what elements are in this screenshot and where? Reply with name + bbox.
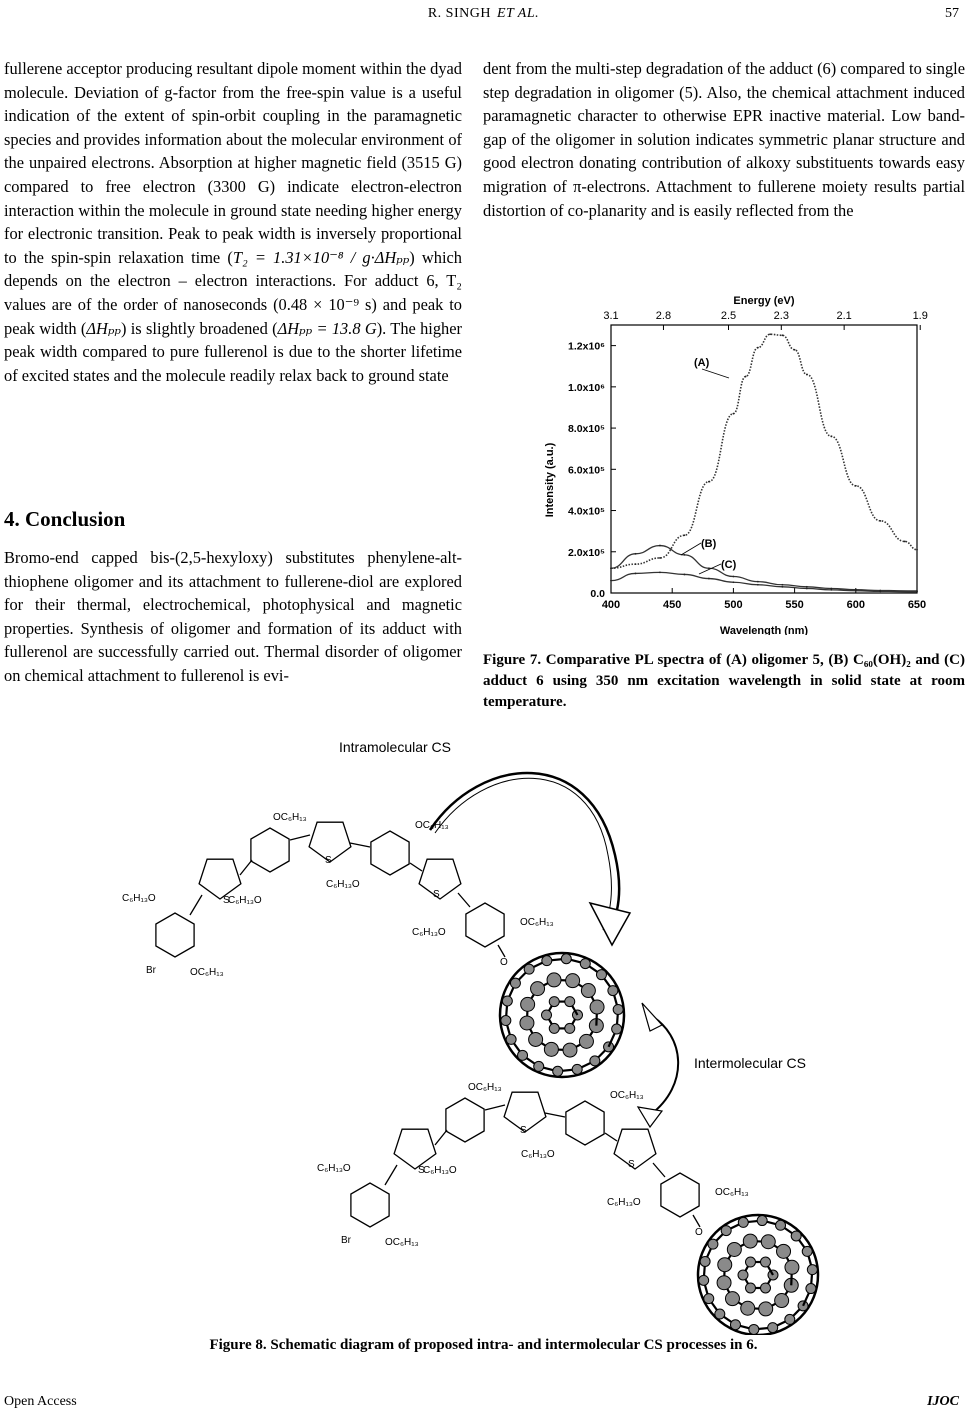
thiophene-ring xyxy=(419,859,461,899)
data-point xyxy=(904,541,906,543)
fullerene-atom xyxy=(738,1270,748,1280)
benzene-ring xyxy=(466,903,504,947)
fullerene-atom xyxy=(757,1216,767,1226)
bond xyxy=(190,895,202,915)
thiophene-ring xyxy=(199,859,241,899)
molecule-bottom xyxy=(317,1082,818,1335)
fullerene-atom xyxy=(506,1034,516,1044)
data-point xyxy=(879,590,881,592)
benzene-ring xyxy=(661,1173,699,1217)
section-heading-conclusion: 4. Conclusion xyxy=(4,507,126,531)
fullerene-atom xyxy=(775,1294,789,1308)
bromine-label: Br xyxy=(341,1235,351,1246)
fullerene-atom xyxy=(761,1235,775,1249)
series-line-b xyxy=(611,546,917,591)
fullerene-atom xyxy=(524,964,534,974)
substituent-label: C₆H₁₃O xyxy=(423,1165,457,1176)
fullerene-atom xyxy=(549,1023,559,1033)
axis-ticks xyxy=(568,310,928,611)
bond xyxy=(485,1105,505,1110)
oxygen-label: O xyxy=(500,957,508,968)
bond xyxy=(605,1133,617,1141)
fullerene-atom xyxy=(718,1258,732,1272)
label-intermolecular: Intermolecular CS xyxy=(693,1055,807,1071)
x-tick-label: 600 xyxy=(846,599,865,611)
fullerene-atom xyxy=(501,1016,511,1026)
data-point xyxy=(733,576,735,578)
data-point xyxy=(806,586,808,588)
data-point xyxy=(855,485,857,487)
equation-t2: T₂ = 1.31×10⁻⁸ / g·ΔHₚₚ xyxy=(232,247,410,267)
data-point xyxy=(794,349,796,351)
header-author: R. SINGH xyxy=(427,6,491,21)
data-point xyxy=(806,374,808,376)
sulfur-label: S xyxy=(433,889,440,900)
data-point xyxy=(781,334,783,336)
substituent-label: C₆H₁₃O xyxy=(317,1163,351,1174)
inter-arrow-head-bottom xyxy=(638,1107,662,1127)
fullerene-atom xyxy=(727,1242,741,1256)
fullerene-atom xyxy=(785,1314,795,1324)
fullerene-atom xyxy=(761,1257,771,1267)
fullerene-atom xyxy=(510,978,520,988)
fullerene-atom xyxy=(580,959,590,969)
bond xyxy=(653,1163,665,1177)
data-point xyxy=(781,584,783,586)
data-point xyxy=(757,347,759,349)
data-point xyxy=(733,413,735,415)
y-tick-label: 6.0x10⁵ xyxy=(567,464,605,477)
benzene-ring xyxy=(251,828,289,872)
text-span: fullerene acceptor producing resultant dipole moment within the dyad molecule. Deviation of g-factor from the free-spin value is a useful indication of the extent of spin-orbit coupling in the paramagnetic species and provides information about the molecular environment of the unpaired electrons. Absorption at higher magnetic field (3515 G) compared to free electron (3300 G) indicate electron-electron interaction within the molecule in ground state needing higher energy for electronic transition. Peak to peak width is inversely proportional to the spin-spin relaxation time ( xyxy=(4,59,462,267)
leader-b xyxy=(681,543,701,555)
inter-arrow-curve xyxy=(650,1015,678,1115)
top-tick-label: 3.1 xyxy=(603,310,619,322)
fullerene-atom xyxy=(518,1050,528,1060)
footer-open-access: Open Access xyxy=(4,1394,77,1409)
leader-a xyxy=(702,369,729,378)
fullerene-atom xyxy=(612,1024,622,1034)
data-point xyxy=(916,591,918,593)
data-point xyxy=(757,584,759,586)
conclusion-paragraph: Bromo-end capped bis-(2,5-hexyloxy) substitutes phenylene-alt-thiophene oligomer and its attachment to fullerene-diol are explored for their thermal, electrochemical, photophysical and magnetic properties. Synthesis of oligomer and formation of its adduct with fullerenol are successfully carried out. Thermal disorder of oligomer on chemical attachment to fullerenol is evi- xyxy=(4,548,462,685)
top-axis-label: Energy (eV) xyxy=(733,295,795,307)
sulfur-label: S xyxy=(418,1165,425,1176)
data-point xyxy=(708,481,710,483)
footer-journal: IJOC xyxy=(927,1394,959,1409)
fullerene-atom xyxy=(704,1294,714,1304)
equation-dhpp-value: ΔHₚₚ = 13.8 G xyxy=(277,318,377,338)
y-tick-label: 8.0x10⁵ xyxy=(567,423,605,436)
top-tick-label: 2.3 xyxy=(773,310,789,322)
fullerene-atom xyxy=(502,996,512,1006)
fullerene-atom xyxy=(746,1257,756,1267)
series-label-a: (A) xyxy=(694,357,710,369)
y-tick-label: 2.0x10⁵ xyxy=(567,546,605,559)
data-point xyxy=(635,573,637,575)
intra-arrow-inner xyxy=(435,778,611,930)
fullerene-atom xyxy=(725,1292,739,1306)
x-tick-label: 450 xyxy=(663,599,682,611)
inter-arrow-head-top xyxy=(642,1003,662,1031)
substituent-label: OC₆H₁₃ xyxy=(715,1187,749,1198)
substituent-label: C₆H₁₃O xyxy=(607,1197,641,1208)
substituent-label: C₆H₁₃O xyxy=(326,879,360,890)
running-title xyxy=(0,6,967,22)
fullerene-atom xyxy=(520,1016,534,1030)
fullerene-atom xyxy=(613,1004,623,1014)
figure7-caption: Figure 7. Comparative PL spectra of (A) oligomer 5, (B) C₆₀(OH)₂ and (C) adduct 6 using 350 nm excitation wavelength in solid state at room temperature. xyxy=(483,652,965,710)
fullerene-atom xyxy=(777,1244,791,1258)
data-point xyxy=(757,581,759,583)
substituent-label: OC₆H₁₃ xyxy=(190,967,224,978)
data-point xyxy=(635,553,637,555)
fullerene-atom xyxy=(544,1042,558,1056)
x-axis-label: Wavelength (nm) xyxy=(719,625,809,635)
x-tick-label: 550 xyxy=(785,599,804,611)
fullerene-atom xyxy=(715,1309,725,1319)
fullerene-atom xyxy=(741,1301,755,1315)
substituent-label: OC₆H₁₃ xyxy=(385,1237,419,1248)
fullerene-atom xyxy=(553,1066,563,1076)
right-column-text xyxy=(483,57,965,222)
thiophene-ring xyxy=(394,1129,436,1169)
left-column-text xyxy=(4,57,462,387)
fullerene-atom xyxy=(749,1324,759,1334)
fullerene-atom xyxy=(590,1000,604,1014)
fullerene-atom xyxy=(590,1056,600,1066)
fullerene-atom xyxy=(761,1283,771,1293)
series-label-b: (B) xyxy=(701,538,717,550)
intra-arrow-curve xyxy=(430,773,619,930)
substituent-label: OC₆H₁₃ xyxy=(610,1090,644,1101)
substituent-label: C₆H₁₃O xyxy=(122,893,156,904)
cs-process-diagram xyxy=(90,735,870,1335)
fullerene-atom xyxy=(717,1276,731,1290)
y-tick-label: 0.0 xyxy=(590,588,605,600)
text-span: ). The higher peak width compared to pure fullerenol is due to the shorter lifetime of excited states and the molecule readily relax back to ground state xyxy=(4,318,462,385)
data-point xyxy=(879,520,881,522)
fullerene-atom xyxy=(534,1061,544,1071)
data-point xyxy=(806,588,808,590)
substituent-label: C₆H₁₃O xyxy=(412,927,446,938)
fullerene-atom xyxy=(721,1226,731,1236)
top-tick-label: 2.5 xyxy=(720,310,737,322)
data-point xyxy=(659,557,661,559)
fullerene-atom xyxy=(807,1265,817,1275)
sulfur-label: S xyxy=(325,855,332,866)
bond xyxy=(498,945,505,957)
benzene-ring xyxy=(371,831,409,875)
y-tick-label: 4.0x10⁵ xyxy=(567,505,605,518)
label-intramolecular: Intramolecular CS xyxy=(338,739,452,755)
plot-frame xyxy=(611,325,917,593)
fullerene-atom xyxy=(802,1246,812,1256)
fullerene-atom xyxy=(604,1042,614,1052)
fullerene-atom xyxy=(700,1256,710,1266)
benzene-ring xyxy=(351,1183,389,1227)
data-point xyxy=(855,590,857,592)
data-point xyxy=(745,376,747,378)
fullerene-atom xyxy=(529,1032,543,1046)
sulfur-label: S xyxy=(520,1125,527,1136)
data-point xyxy=(659,545,661,547)
conclusion-text xyxy=(4,546,462,688)
fullerene-atom xyxy=(746,1283,756,1293)
fullerene-atom xyxy=(565,1023,575,1033)
data-point xyxy=(830,589,832,591)
top-tick-label: 1.9 xyxy=(912,310,928,322)
data-point xyxy=(733,581,735,583)
fullerene-atom xyxy=(785,1260,799,1274)
x-tick-label: 650 xyxy=(907,599,927,611)
substituent-label: C₆H₁₃O xyxy=(228,895,262,906)
y-tick-label: 1.0x10⁶ xyxy=(568,381,605,394)
x-tick-label: 500 xyxy=(724,599,743,611)
bond xyxy=(693,1215,700,1227)
data-point xyxy=(684,534,686,536)
fullerene-atom xyxy=(608,986,618,996)
bond xyxy=(290,835,310,840)
fullerene-atom xyxy=(806,1284,816,1294)
header-etal: ET AL. xyxy=(496,6,540,21)
data-point xyxy=(610,580,612,582)
data-point xyxy=(684,574,686,576)
data-point xyxy=(684,554,686,556)
page-number: 57 xyxy=(945,6,959,21)
text-span: ) which depends on the electron – electron interactions. For adduct 6, T₂ values are of the order of nanoseconds (0.48 × 10⁻⁹ s) and peak to peak width ( xyxy=(4,247,462,338)
pl-spectra-chart xyxy=(539,290,929,635)
figure8-caption: Figure 8. Schematic diagram of proposed intra- and intermolecular CS processes in 6. xyxy=(209,1337,758,1353)
substituent-label: C₆H₁₃O xyxy=(521,1149,555,1160)
fullerene-atom xyxy=(542,1010,552,1020)
bond xyxy=(545,1113,565,1117)
text-span: ) is slightly broadened ( xyxy=(120,318,278,338)
y-axis-label: Intensity (a.u.) xyxy=(544,442,556,518)
data-point xyxy=(610,567,612,569)
fullerene-atom xyxy=(596,970,606,980)
fullerene-atom xyxy=(791,1231,801,1241)
fullerene-atom xyxy=(531,982,545,996)
bond xyxy=(385,1165,397,1185)
benzene-ring xyxy=(446,1098,484,1142)
bond xyxy=(458,893,470,907)
fullerene-atom xyxy=(521,997,535,1011)
fullerene-atom xyxy=(738,1217,748,1227)
fullerene-atom xyxy=(547,973,561,987)
series-label-c: (C) xyxy=(721,559,737,571)
fullerene-atom xyxy=(743,1234,757,1248)
y-tick-label: 1.2x10⁶ xyxy=(568,340,605,353)
data-point xyxy=(781,586,783,588)
fullerene-atom xyxy=(579,1034,593,1048)
data-point xyxy=(659,571,661,573)
substituent-label: OC₆H₁₃ xyxy=(273,812,307,823)
data-point xyxy=(635,563,637,565)
sulfur-label: S xyxy=(628,1159,635,1170)
series-line-a xyxy=(611,334,917,568)
right-paragraph: dent from the multi-step degradation of the adduct (6) compared to single step degradation in oligomer (5). Also, the chemical attachment induced paramagnetic character to otherwise EPR inactive material. Low band-gap of the oligomer in solution indicates symmetric planar structure and good electron donating contribution of alkoxy substituents towards easy migration of π-electrons. Attachment to fullerene moiety results partial distortion of co-planarity and is easily reflected from the xyxy=(483,59,966,220)
fullerene-atom xyxy=(699,1275,709,1285)
data-point xyxy=(769,333,771,335)
fullerene-atom xyxy=(730,1320,740,1330)
data-point xyxy=(708,578,710,580)
x-tick-label: 400 xyxy=(601,599,621,611)
leader-c xyxy=(699,564,721,574)
bond xyxy=(435,1130,447,1145)
benzene-ring xyxy=(156,913,194,957)
fullerene-atom xyxy=(549,997,559,1007)
benzene-ring xyxy=(566,1101,604,1145)
fullerene-atom xyxy=(768,1323,778,1333)
fullerene-atom xyxy=(542,956,552,966)
fullerene-atom xyxy=(708,1239,718,1249)
left-paragraph xyxy=(4,57,462,387)
fullerene-atom xyxy=(561,954,571,964)
top-tick-label: 2.8 xyxy=(655,310,672,322)
fullerene-atom xyxy=(563,1043,577,1057)
substituent-label: OC₆H₁₃ xyxy=(468,1082,502,1093)
substituent-label: OC₆H₁₃ xyxy=(520,917,554,928)
sulfur-label: S xyxy=(223,895,230,906)
intra-arrow-head xyxy=(590,903,630,945)
bromine-label: Br xyxy=(146,965,156,976)
fullerene-atom xyxy=(776,1220,786,1230)
oxygen-label: O xyxy=(695,1227,703,1238)
running-header xyxy=(0,6,967,28)
thiophene-ring xyxy=(614,1129,656,1169)
molecule-top xyxy=(122,812,624,1077)
data-point xyxy=(830,435,832,437)
fullerene-atom xyxy=(581,984,595,998)
bond xyxy=(410,863,422,871)
data-point xyxy=(916,549,918,551)
fullerene-atom xyxy=(566,974,580,988)
series-group xyxy=(610,333,918,592)
bond xyxy=(350,843,370,847)
substituent-label: OC₆H₁₃ xyxy=(415,820,449,831)
equation-dhpp: ΔHₚₚ xyxy=(86,318,121,338)
top-tick-label: 2.1 xyxy=(836,310,852,322)
fullerene-atom xyxy=(572,1064,582,1074)
bond xyxy=(240,860,252,875)
fullerene-atom xyxy=(759,1302,773,1316)
fullerene-atom xyxy=(565,997,575,1007)
